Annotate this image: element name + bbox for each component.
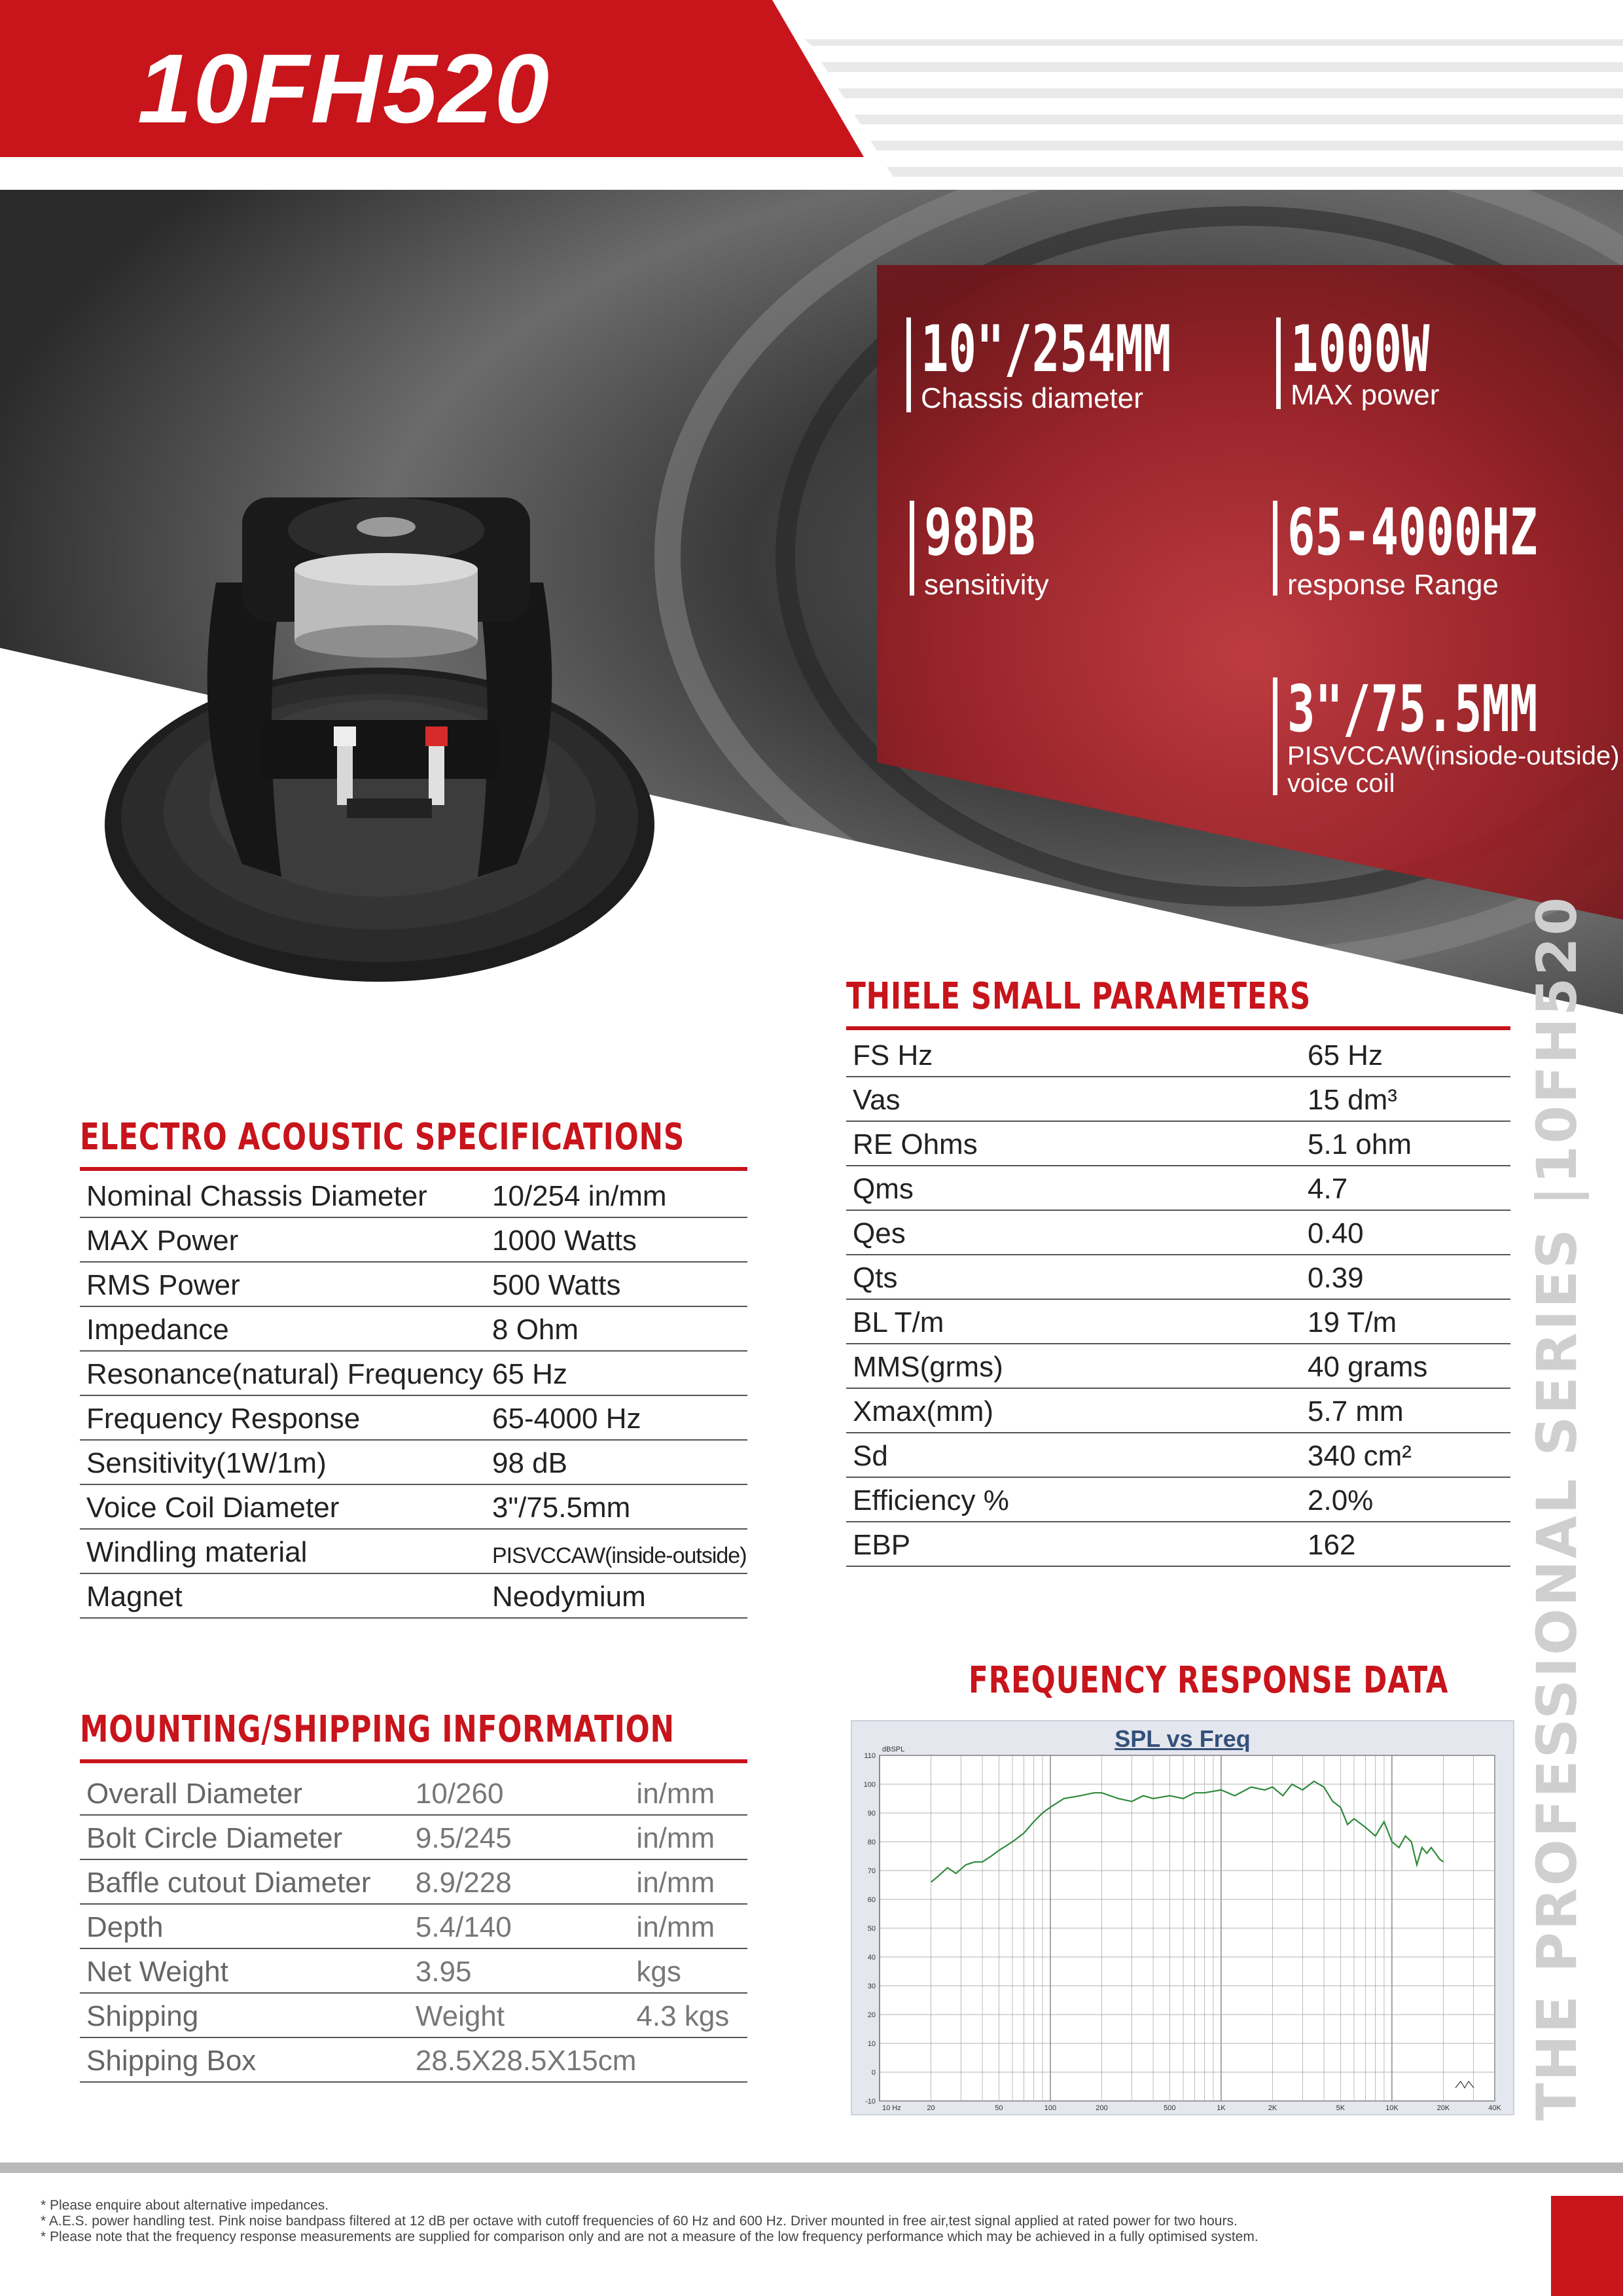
param-value: 8 Ohm [492,1314,579,1346]
param-name: Efficiency % [853,1484,1009,1516]
param-value [636,2071,747,2081]
param-name: Voice Coil Diameter [86,1492,340,1524]
param-value: 65 Hz [492,1358,567,1390]
y-tick-label: 70 [867,1867,876,1875]
param-name: Bolt Circle Diameter [86,1822,343,1854]
param-name: EBP [853,1529,911,1561]
param-value: 0.40 [1308,1217,1364,1249]
param-name: Frequency Response [86,1403,361,1435]
param-value: 5.7 mm [1308,1395,1404,1427]
param-value: Weight [415,2000,505,2032]
thiele-parameters-table [846,1033,1510,1567]
param-name: Qms [853,1173,914,1205]
param-name: RE Ohms [853,1128,978,1160]
param-name: Magnet [86,1581,183,1613]
x-tick-label: 40K [1488,2104,1501,2112]
footer-red-block [1551,2196,1623,2296]
param-value: 5.4/140 [415,1911,512,1943]
table-row [846,1210,1510,1255]
table-row [846,1255,1510,1299]
table-row [80,1395,747,1440]
table-row [80,1262,747,1306]
table-row [846,1477,1510,1522]
param-name: Windling material [86,1536,308,1568]
table-row [80,1815,747,1859]
param-value: 4.7 [1308,1173,1348,1205]
param-value: in/mm [636,1778,715,1810]
hero-spec-label-2: voice coil [1287,769,1395,798]
table-row [80,1993,747,2037]
frequency-section-title: FREQUENCY RESPONSE DATA [969,1659,1449,1702]
hero-spec-label: Chassis diameter [921,382,1143,414]
table-row [80,1440,747,1484]
y-tick-label: 20 [867,2011,876,2019]
hero-spec-response-range [1273,495,1600,601]
hero-spec-sensitivity [910,495,1224,601]
hero-spec-label: PISVCCAW(insiode-outside) [1287,742,1620,770]
table-row [846,1299,1510,1344]
thiele-section-rule [846,1026,1510,1030]
mounting-shipping-table [80,1771,747,2083]
table-row [846,1344,1510,1388]
table-row [846,1433,1510,1477]
param-name: Nominal Chassis Diameter [86,1180,427,1212]
param-name: MAX Power [86,1225,239,1257]
electro-specs-table [80,1174,747,1619]
table-row [80,1859,747,1904]
y-tick-label: 80 [867,1839,876,1846]
param-value: 9.5/245 [415,1822,512,1854]
hero-spec-chassis [906,312,1221,416]
table-row [80,1771,747,1815]
param-name: Qts [853,1262,898,1294]
param-name: Vas [853,1084,901,1116]
hero-spec-label: MAX power [1291,379,1440,411]
param-value: 3"/75.5mm [492,1492,631,1524]
hero-spec-voice-coil [1273,672,1620,802]
table-row [80,1351,747,1395]
y-tick-label: 90 [867,1810,876,1818]
param-name: Baffle cutout Diameter [86,1867,371,1899]
param-value: 3.95 [415,1956,472,1988]
y-tick-label: 10 [867,2040,876,2048]
hero-spec-max-power [1276,312,1590,416]
hero-spec-label: response Range [1287,569,1499,601]
param-value: in/mm [636,1911,715,1943]
hero-spec-value: 65-4000HZ [1287,495,1538,570]
y-tick-label: 100 [863,1781,876,1789]
footer-rule [0,2162,1623,2173]
param-value: 65 Hz [1308,1039,1383,1071]
param-name: RMS Power [86,1269,240,1301]
electro-section-rule [80,1167,747,1171]
table-row [80,1484,747,1529]
param-name: Sensitivity(1W/1m) [86,1447,327,1479]
param-name: Net Weight [86,1956,228,1988]
param-value: 10/254 in/mm [492,1180,667,1212]
table-row [80,1948,747,1993]
param-value: 162 [1308,1529,1356,1561]
param-name: Overall Diameter [86,1778,303,1810]
param-name: Qes [853,1217,906,1249]
param-value: PISVCCAW(inside-outside) [492,1543,747,1568]
x-tick-label: 200 [1096,2104,1108,2112]
table-row [846,1166,1510,1210]
param-value: 40 grams [1308,1351,1428,1383]
x-tick-label: 5K [1336,2104,1346,2112]
param-name: Shipping [86,2000,199,2032]
param-value: in/mm [636,1822,715,1854]
electro-section-title: ELECTRO ACOUSTIC SPECIFICATIONS [80,1116,685,1158]
param-name: Depth [86,1911,164,1943]
x-tick-label: 2K [1268,2104,1277,2112]
param-value: 10/260 [415,1778,504,1810]
table-row [846,1522,1510,1566]
y-tick-label: 110 [864,1752,876,1760]
param-value: 19 T/m [1308,1306,1397,1338]
param-value: 500 Watts [492,1269,621,1301]
speaker-product-image [92,471,681,1008]
param-name: Impedance [86,1314,229,1346]
model-title: 10FH520 [137,33,551,143]
param-value: 2.0% [1308,1484,1374,1516]
table-row [80,1529,747,1573]
y-axis-label: dBSPL [882,1746,905,1753]
x-tick-label: 100 [1044,2104,1057,2112]
x-tick-label: 10K [1385,2104,1399,2112]
chart-title: SPL vs Freq [1115,1725,1251,1752]
x-tick-label: 20 [927,2104,935,2112]
table-row [846,1388,1510,1433]
x-tick-label: 1K [1217,2104,1226,2112]
y-tick-label: 50 [867,1925,876,1933]
footer-note-3: * Please note that the frequency response measurements are supplied for comparison only and are not a measure of the low frequency performance which may be achieved in a fully optimised system. [41,2229,1258,2244]
param-value: 1000 Watts [492,1225,637,1257]
table-row [846,1033,1510,1077]
table-row [80,1217,747,1262]
table-row [80,1174,747,1217]
param-name: Xmax(mm) [853,1395,994,1427]
mounting-section-title: MOUNTING/SHIPPING INFORMATION [80,1708,675,1751]
param-value: 5.1 ohm [1308,1128,1412,1160]
param-name: Shipping Box [86,2045,257,2077]
param-value: in/mm [636,1867,715,1899]
thiele-section-title: THIELE SMALL PARAMETERS [846,975,1311,1018]
table-row [80,1573,747,1618]
param-name: Sd [853,1440,888,1472]
y-tick-label: -10 [865,2098,876,2106]
side-series-label: THE PROFESSIONAL SERIES |10FH520 [1525,895,1589,2121]
hero-spec-value: 98DB [924,495,1035,570]
param-value: 98 dB [492,1447,567,1479]
param-value: 65-4000 Hz [492,1403,641,1435]
param-value: 28.5X28.5X15cm [415,2045,637,2077]
param-value: kgs [636,1956,681,1988]
spl-vs-freq-chart [851,1720,1514,2115]
x-tick-label: 500 [1164,2104,1176,2112]
table-row [80,1904,747,1948]
table-row [846,1121,1510,1166]
y-tick-label: 0 [871,2069,876,2077]
table-row [846,1077,1510,1121]
y-tick-label: 60 [867,1896,876,1904]
param-name: MMS(grms) [853,1351,1003,1383]
x-tick-label: 20K [1436,2104,1450,2112]
y-tick-label: 30 [867,1982,876,1990]
x-tick-label: 10 Hz [882,2104,901,2112]
y-tick-label: 40 [867,1954,876,1962]
hero-spec-value: 10"/254MM [921,312,1171,387]
footer-note-1: * Please enquire about alternative impedances. [41,2198,329,2213]
param-name: BL T/m [853,1306,944,1338]
table-row [80,2037,747,2082]
table-row [80,1306,747,1351]
param-name: Resonance(natural) Frequency [86,1358,484,1390]
param-value: 4.3 kgs [636,2000,730,2032]
param-value: 15 dm³ [1308,1084,1397,1116]
hero-spec-value: 3"/75.5MM [1287,672,1538,747]
param-value: 0.39 [1308,1262,1364,1294]
hero-spec-label: sensitivity [924,569,1049,601]
param-value: 340 cm² [1308,1440,1412,1472]
chart-plot [852,1721,1513,2114]
param-value: 8.9/228 [415,1867,512,1899]
footer-note-2: * A.E.S. power handling test. Pink noise bandpass filtered at 12 dB per octave with cutoff frequencies of 60 Hz and 600 Hz. Driver mounted in free air,test signal applied at rated power for two hours. [41,2214,1238,2229]
x-tick-label: 50 [995,2104,1003,2112]
mounting-section-rule [80,1759,747,1763]
param-name: FS Hz [853,1039,933,1071]
param-value: Neodymium [492,1581,646,1613]
hero-spec-value: 1000W [1291,312,1430,387]
